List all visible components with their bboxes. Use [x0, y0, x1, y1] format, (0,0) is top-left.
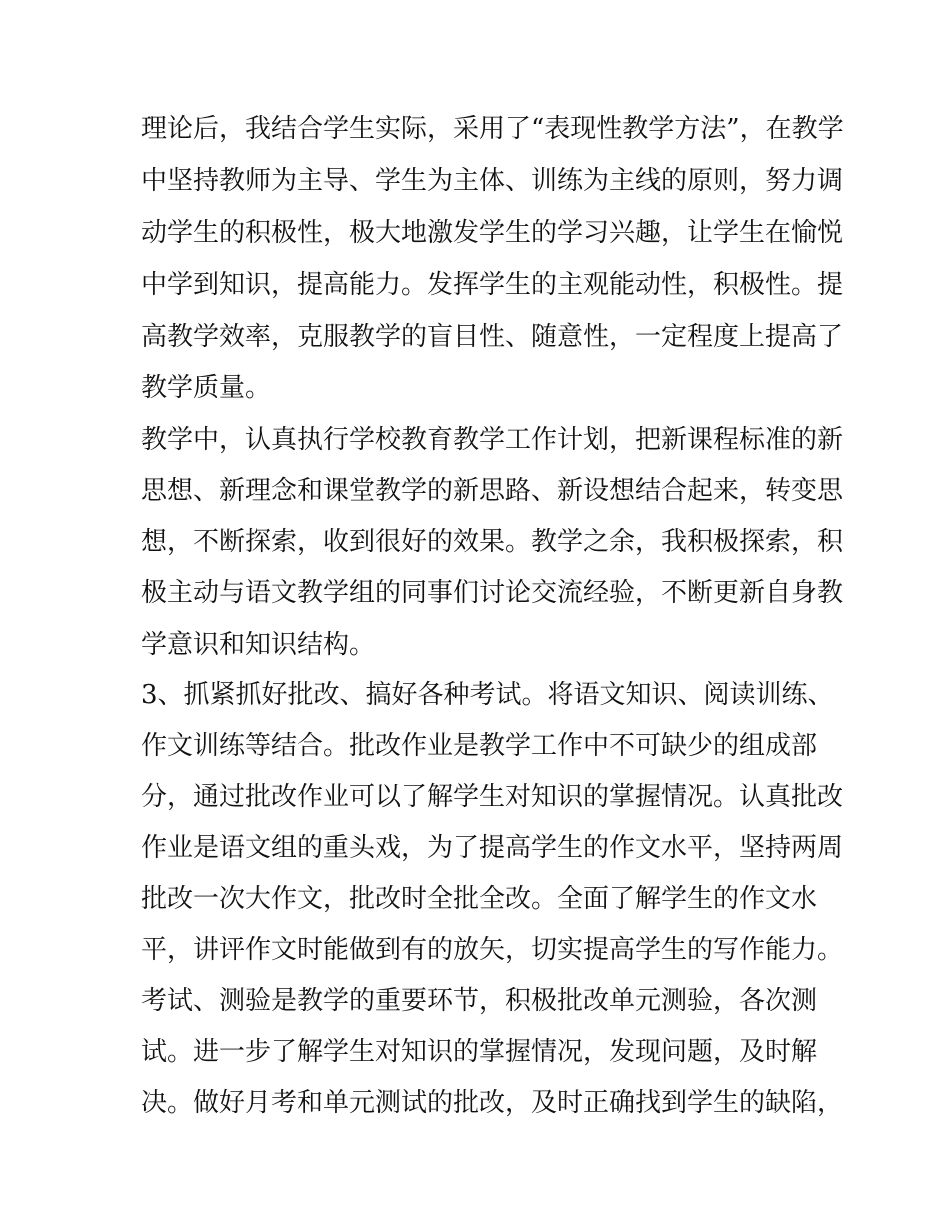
text-line-13: 作文训练等结合。批改作业是教学工作中不可缺少的组成部	[141, 731, 818, 761]
text-line-18: 考试、测验是教学的重要环节，积极批改单元测验，各次测	[141, 986, 818, 1016]
text-line-9: 想，不断探索，收到很好的效果。教学之余，我积极探索，积	[141, 527, 844, 557]
text-line-10: 极主动与语文教学组的同事们讨论交流经验，不断更新自身教	[141, 578, 844, 608]
text-line-7: 教学中，认真执行学校教育教学工作计划，把新课程标准的新	[141, 425, 844, 455]
text-line-4: 中学到知识，提高能力。发挥学生的主观能动性，积极性。提	[141, 270, 844, 300]
text-line-15: 作业是语文组的重头戏，为了提高学生的作文水平，坚持两周	[141, 833, 844, 863]
text-line-19: 试。进一步了解学生对知识的掌握情况，发现问题，及时解	[141, 1037, 818, 1067]
text-line-5: 高教学效率，克服教学的盲目性、随意性，一定程度上提高了	[141, 322, 844, 352]
text-line-16: 批改一次大作文，批改时全批全改。全面了解学生的作文水	[141, 884, 818, 914]
text-line-14: 分，通过批改作业可以了解学生对知识的掌握情况。认真批改	[141, 782, 844, 812]
text-line-20: 决。做好月考和单元测试的批改，及时正确找到学生的缺陷，	[141, 1088, 844, 1118]
text-line-12: 3、抓紧抓好批改、搞好各种考试。将语文知识、阅读训练、	[141, 680, 834, 710]
text-line-6: 教学质量。	[141, 373, 272, 403]
text-line-2: 中坚持教师为主导、学生为主体、训练为主线的原则，努力调	[141, 166, 844, 196]
text-line-1: 理论后，我结合学生实际，采用了“表现性教学方法”，在教学	[141, 114, 844, 144]
text-line-8: 思想、新理念和课堂教学的新思路、新设想结合起来，转变思	[141, 476, 844, 506]
text-line-3: 动学生的积极性，极大地激发学生的学习兴趣，让学生在愉悦	[141, 218, 844, 248]
text-line-17: 平，讲评作文时能做到有的放矢，切实提高学生的写作能力。	[141, 935, 844, 965]
text-line-11: 学意识和知识结构。	[141, 630, 376, 660]
